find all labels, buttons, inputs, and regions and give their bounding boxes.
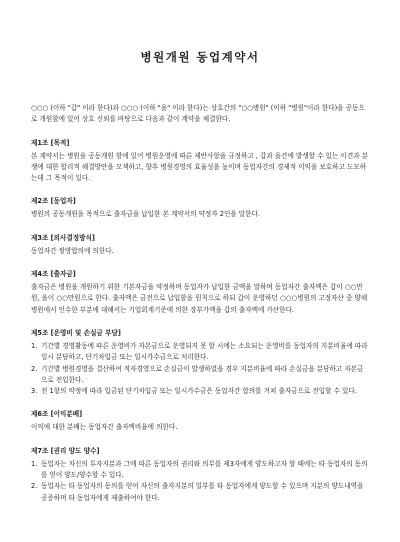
article-6 (31, 409, 369, 433)
article-6-body: 이익에 대한 분배는 동업자간 출자액비율에 의한다. (31, 423, 178, 432)
article-2 (31, 196, 369, 220)
preamble: ○○○ (이하 "갑" 이라 한다)과 ○○○ (이하 "을" 이라 한다)는 상호간의 "○○병원" (이하 "병원"이라 한다)을 공동으로 개원함에 있어 상호 신뢰를 바탕으로 다음과 같이 계약을 체결한다. (31, 104, 365, 124)
article-7-title: 제7조 [권리 양도 양수] (31, 446, 100, 455)
item-number: 1. (31, 341, 38, 350)
item-number: 1. (31, 459, 38, 468)
list-item (31, 386, 369, 397)
item-number: 3. (31, 387, 38, 396)
article-5-title: 제5조 [운영비 및 손실금 부담] (31, 328, 121, 337)
item-text: 기간별 경영활동에 따른 운영비가 자본금으로 운영되지 못 할 시에는 소요되는 운영비를 동업자의 지분비율에 따라 일시 분담하고, 단기차입금 또는 일시가수금으로 처리한다. (41, 341, 368, 362)
article-2-body: 병원의 공동개원을 목적으로 출자금을 납입한 본 계약서의 약정자 2인을 말한다. (31, 210, 260, 219)
article-5-items (31, 341, 369, 397)
list-item (31, 341, 369, 364)
article-4 (31, 269, 369, 316)
article-7 (31, 446, 369, 504)
article-4-title: 제4조 [출자금] (31, 270, 76, 279)
article-1-body: 본 계약서는 병원을 공동개원 함에 있어 병원운영에 따른 제반사항을 규정하고 , 갑과 을간에 발생할 수 있는 이견과 분쟁에 대한 합리적 해결방안을 모색하고, 향후 병원경영의 효율성을 높이며 동업자간의 경제적 이익을 보호하고 도모하는데 그 목적이 있다. (31, 151, 369, 183)
item-text: 기간별 병원경영을 결산하여 적자경영으로 손실금이 발생하였을 경우 지분비율에 따라 손실금을 분담하고 자본금으로 전입한다. (41, 364, 364, 384)
item-text: 전 1항의 약정에 따라 입금된 단기차입금 또는 일시가수금은 동업자간 합의를 거쳐 출자금으로 전입할 수 있다. (41, 387, 357, 396)
article-7-items (31, 459, 369, 504)
item-text: 동업자는 타 동업자의 동의를 얻어 자신의 출자지분의 일부를 타 동업자에게 양도할 수 있으며 지분의 양도내역을 공증하며 타 동업자에게 제출하여야 한다. (41, 482, 364, 502)
article-1 (31, 138, 369, 185)
article-6-title: 제6조 [이익분배] (31, 410, 83, 419)
item-text: 동업자는 자신의 투자지분과 그에 따른 동업자의 권리와 의무를 제3자에게 양도하고자 할 때에는 타 동업자의 동의를 얻어 양도/양수할 수 있다. (41, 459, 368, 480)
document-title: 병원개원 동업계약서 (140, 50, 260, 64)
article-3-title: 제3조 [의사결정방식] (31, 233, 95, 242)
item-number: 2. (31, 482, 38, 491)
list-item (31, 459, 369, 482)
article-2-title: 제2조 [동업자] (31, 197, 76, 206)
article-4-body: 출자금은 병원을 개원하기 위한 기본자금을 약정하며 동업자가 납입한 금액을 말하며 동업자간 출자액은 갑이 ○○만원, 을이 ○○만원으로 한다. 출자액은 금전으로 납입함을 원칙으로 하되 갑이 운영하던 ○○○병원의 고정자산 중 양해 병원에서 인수한 부분에 대해서는 기업회계기준에 의한 장부가액을 갑의 출자액에 가산한다. (31, 283, 368, 314)
item-number: 2. (31, 364, 38, 373)
article-1-title: 제1조 [목적] (31, 138, 70, 147)
article-5 (31, 328, 369, 397)
article-3-body: 동업자간 쌍방합의에 의한다. (31, 246, 114, 255)
article-3 (31, 233, 369, 257)
list-item (31, 364, 369, 387)
list-item (31, 481, 369, 504)
